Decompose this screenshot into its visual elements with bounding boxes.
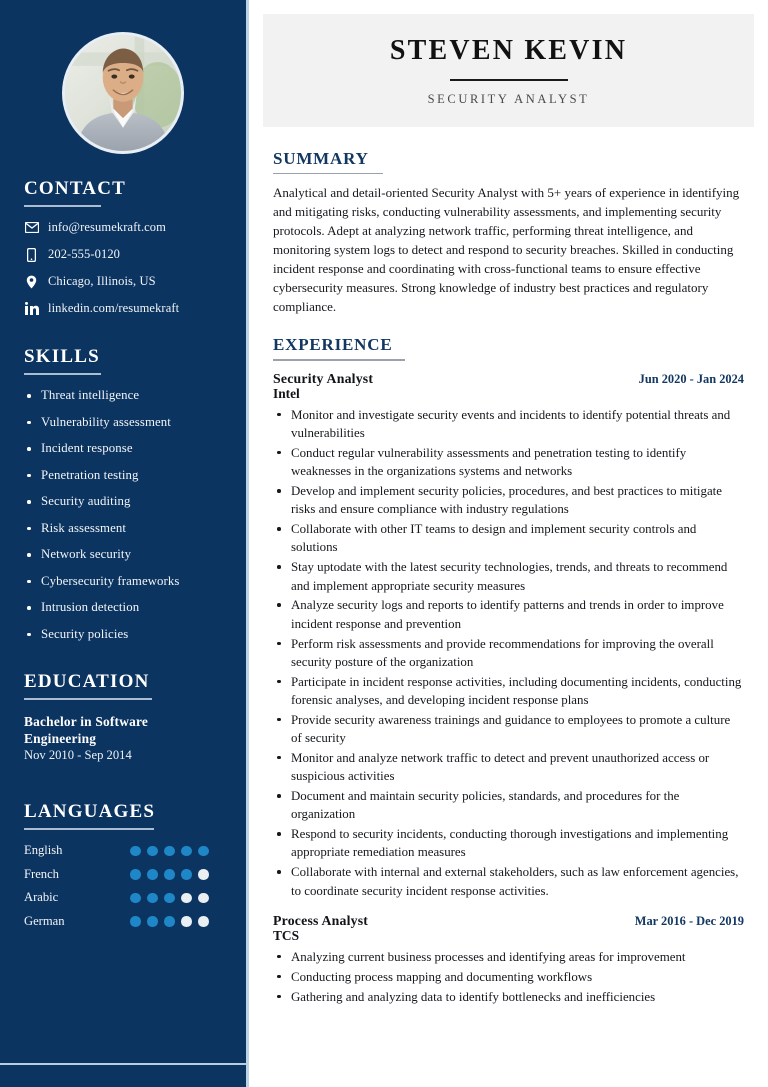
avatar-wrapper bbox=[0, 0, 246, 154]
list-item bbox=[24, 843, 222, 858]
list-item: Stay uptodate with the latest security technologies, trends, and threats to recommend and implement appropriate security measures bbox=[273, 558, 744, 595]
language-rating bbox=[130, 916, 209, 927]
contact-heading: CONTACT bbox=[24, 178, 126, 199]
rating-dot-filled bbox=[164, 869, 175, 880]
name-divider bbox=[450, 79, 568, 81]
mobile-phone-icon bbox=[24, 248, 39, 262]
rating-dot-filled bbox=[147, 846, 158, 857]
rating-dot-filled bbox=[130, 916, 141, 927]
list-item: Document and maintain security policies, standards, and procedures for the organization bbox=[273, 787, 744, 824]
experience-dates: Mar 2016 - Dec 2019 bbox=[634, 913, 744, 928]
job-title: SECURITY ANALYST bbox=[427, 91, 590, 106]
contact-item-linkedin[interactable] bbox=[24, 301, 222, 316]
rating-dot-filled bbox=[164, 893, 175, 904]
rating-dot-empty bbox=[198, 869, 209, 880]
experience-dates: Jun 2020 - Jan 2024 bbox=[638, 371, 744, 386]
rating-dot-filled bbox=[147, 893, 158, 904]
contact-phone-text: 202-555-0120 bbox=[48, 247, 121, 261]
list-item: Gathering and analyzing data to identify bottlenecks and inefficiencies bbox=[273, 988, 744, 1006]
experience-entry bbox=[273, 913, 744, 1006]
summary-heading: SUMMARY bbox=[273, 148, 369, 168]
contact-item-location[interactable] bbox=[24, 274, 222, 289]
language-label: English bbox=[24, 843, 63, 858]
education-section bbox=[0, 671, 246, 763]
experience-entry-header bbox=[273, 913, 744, 929]
rating-dot-empty bbox=[181, 916, 192, 927]
page-break-line bbox=[0, 1063, 246, 1065]
list-item: Vulnerability assessment bbox=[24, 415, 222, 430]
list-item bbox=[24, 890, 222, 905]
list-item: Respond to security incidents, conducting thorough investigations and implementing appropriate remediation measures bbox=[273, 825, 744, 862]
experience-entry bbox=[273, 371, 744, 900]
list-item: Network security bbox=[24, 547, 222, 562]
language-label: French bbox=[24, 866, 59, 881]
main-content bbox=[249, 0, 768, 1087]
experience-bullets bbox=[273, 948, 744, 1006]
list-item: Analyzing current business processes and identifying areas for improvement bbox=[273, 948, 744, 966]
page-title: STEVEN KEVIN bbox=[389, 35, 628, 66]
experience-bullets bbox=[273, 406, 744, 900]
rating-dot-empty bbox=[181, 893, 192, 904]
list-item: Provide security awareness trainings and guidance to employees to promote a culture of security bbox=[273, 711, 744, 748]
experience-section bbox=[273, 335, 744, 1006]
list-item: Collaborate with internal and external stakeholders, such as law enforcement agencies, to coordinate security incident response activities. bbox=[273, 863, 744, 900]
contact-email-text: info@resumekraft.com bbox=[48, 220, 166, 234]
experience-company: TCS bbox=[273, 927, 300, 943]
contact-linkedin-text: linkedin.com/resumekraft bbox=[48, 301, 180, 315]
avatar bbox=[62, 32, 184, 154]
experience-entry-header bbox=[273, 371, 744, 387]
languages-heading: LANGUAGES bbox=[24, 801, 156, 823]
rating-dot-empty bbox=[198, 893, 209, 904]
list-item: Penetration testing bbox=[24, 468, 222, 483]
language-rating bbox=[130, 869, 209, 880]
location-pin-icon bbox=[24, 275, 39, 289]
contact-item-phone[interactable] bbox=[24, 247, 222, 262]
summary-text: Analytical and detail-oriented Security Analyst with 5+ years of experience in identifying and mitigating risks, conducting vulnerability assessments, and implementing security protocols. Adept at analyzing network traffic, performing threat intelligence, and monitoring system logs to detect and respond to security breaches. Skilled in conducting incident response and coordinating with cross-functional teams to ensure effective cybersecurity measures. Strong knowledge of industry best practices and regulatory compliance. bbox=[273, 185, 740, 315]
languages-section bbox=[0, 801, 246, 929]
list-item: Incident response bbox=[24, 441, 222, 456]
list-item: Perform risk assessments and provide recommendations for improving the overall security posture of the organization bbox=[273, 635, 744, 672]
rating-dot-filled bbox=[130, 846, 141, 857]
contact-item-email[interactable] bbox=[24, 220, 222, 235]
list-item: Cybersecurity frameworks bbox=[24, 574, 222, 589]
rating-dot-filled bbox=[164, 846, 175, 857]
rating-dot-filled bbox=[130, 893, 141, 904]
rating-dot-filled bbox=[198, 846, 209, 857]
linkedin-icon bbox=[24, 302, 39, 315]
contact-section bbox=[0, 178, 246, 316]
name-header-box bbox=[263, 14, 754, 127]
list-item: Monitor and analyze network traffic to detect and prevent unauthorized access or suspicious activities bbox=[273, 749, 744, 786]
experience-heading-rule bbox=[273, 359, 405, 361]
rating-dot-filled bbox=[164, 916, 175, 927]
profile-photo-icon bbox=[65, 35, 181, 151]
education-heading: EDUCATION bbox=[24, 671, 150, 692]
skills-heading-rule bbox=[24, 373, 101, 375]
skills-heading: SKILLS bbox=[24, 346, 100, 367]
list-item: Security policies bbox=[24, 627, 222, 642]
education-degree: Bachelor in Software Engineering bbox=[24, 714, 149, 747]
contact-location-text: Chicago, Illinois, US bbox=[48, 274, 156, 288]
experience-company: Intel bbox=[273, 385, 300, 401]
list-item bbox=[24, 867, 222, 882]
skills-section bbox=[0, 346, 246, 642]
list-item: Participate in incident response activities, including documenting incidents, conducting forensic analyses, and developing incident response plans bbox=[273, 673, 744, 710]
list-item: Collaborate with other IT teams to design and implement security controls and solutions bbox=[273, 520, 744, 557]
language-label: German bbox=[24, 913, 65, 928]
language-label: Arabic bbox=[24, 890, 59, 905]
rating-dot-empty bbox=[198, 916, 209, 927]
list-item: Risk assessment bbox=[24, 521, 222, 536]
contact-heading-rule bbox=[24, 205, 101, 207]
languages-heading-rule bbox=[24, 828, 154, 830]
list-item: Security auditing bbox=[24, 494, 222, 509]
list-item: Intrusion detection bbox=[24, 600, 222, 615]
list-item: Monitor and investigate security events and incidents to identify potential threats and vulnerabilities bbox=[273, 406, 744, 443]
education-heading-rule bbox=[24, 698, 152, 700]
list-item bbox=[24, 914, 222, 929]
language-rating bbox=[130, 893, 209, 904]
list-item: Conduct regular vulnerability assessments and penetration testing to identify weaknesses in the organizations systems and networks bbox=[273, 444, 744, 481]
language-rating bbox=[130, 846, 209, 857]
experience-heading: EXPERIENCE bbox=[273, 335, 393, 355]
sidebar bbox=[0, 0, 249, 1087]
list-item: Threat intelligence bbox=[24, 388, 222, 403]
rating-dot-filled bbox=[181, 869, 192, 880]
rating-dot-filled bbox=[147, 916, 158, 927]
rating-dot-filled bbox=[147, 869, 158, 880]
contact-list bbox=[24, 220, 222, 316]
experience-role: Security Analyst bbox=[273, 370, 374, 386]
envelope-icon bbox=[24, 222, 39, 233]
list-item: Conducting process mapping and documenting workflows bbox=[273, 968, 744, 986]
skills-list bbox=[24, 388, 222, 642]
rating-dot-filled bbox=[130, 869, 141, 880]
education-dates: Nov 2010 - Sep 2014 bbox=[24, 748, 132, 763]
summary-heading-rule bbox=[273, 173, 383, 175]
summary-section bbox=[273, 149, 744, 317]
rating-dot-filled bbox=[181, 846, 192, 857]
list-item: Develop and implement security policies, procedures, and best practices to mitigate risks and ensure compliance with industry regulations bbox=[273, 482, 744, 519]
experience-role: Process Analyst bbox=[273, 912, 369, 928]
list-item: Analyze security logs and reports to identify patterns and trends in order to improve incident response and prevention bbox=[273, 596, 744, 633]
